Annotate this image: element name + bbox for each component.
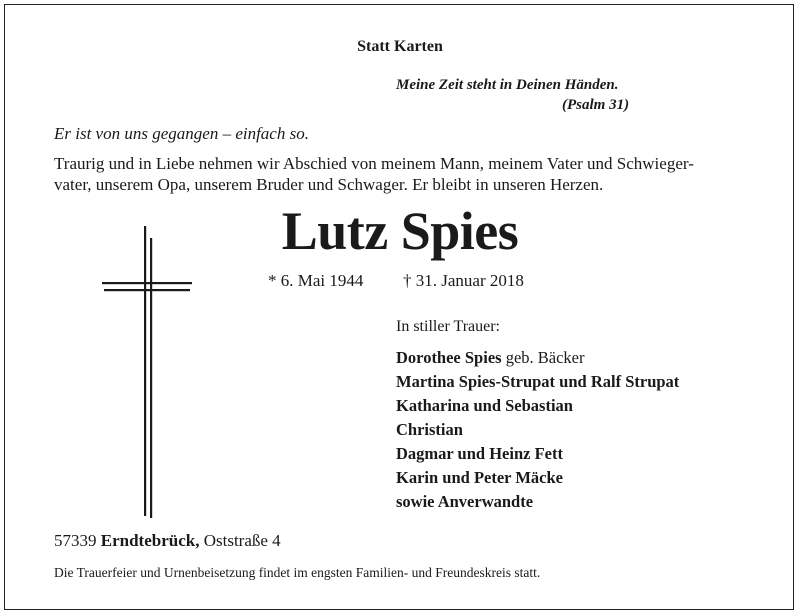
mourner-line: Karin und Peter Mäcke (396, 468, 563, 487)
mourner-line: Christian (396, 420, 463, 439)
motto-source: (Psalm 31) (562, 97, 630, 113)
farewell-line-1: Traurig und in Liebe nehmen wir Abschied von meinem Mann, meinem Vater und Schwieger- (54, 154, 694, 173)
mourner-line: sowie Anverwandte (396, 492, 534, 511)
birth-date: * 6. Mai 1944 (268, 271, 364, 290)
death-date: † 31. Januar 2018 (403, 271, 524, 290)
address-street: Oststraße 4 (199, 531, 281, 550)
mourner-line: Martina Spies-Strupat und Ralf Strupat (396, 372, 680, 391)
farewell-paragraph (54, 153, 754, 195)
address-zip: 57339 (54, 531, 101, 550)
cross-icon (98, 226, 198, 518)
mourners-list (396, 346, 679, 514)
address-city: Erndtebrück, (100, 531, 200, 550)
mourner-line (396, 346, 679, 370)
farewell-line-2: vater, unserem Opa, unserem Bruder und Schwager. Er bleibt in unseren Herzen. (54, 175, 604, 194)
mourner-maiden-name: geb. Bäcker (501, 348, 585, 367)
header-title: Statt Karten (357, 38, 443, 55)
motto-quote: Meine Zeit steht in Deinen Händen. (396, 77, 619, 93)
mourner-line: Dagmar und Heinz Fett (396, 444, 563, 463)
address (54, 531, 281, 551)
mourners-heading: In stiller Trauer: (396, 318, 500, 335)
mourner-name: Dorothee Spies (396, 348, 502, 367)
funeral-note: Die Trauerfeier und Urnenbeisetzung findet im engsten Familien- und Freundeskreis statt. (54, 565, 541, 580)
mourner-line: Katharina und Sebastian (396, 396, 573, 415)
intro-line: Er ist von uns gegangen – einfach so. (54, 124, 309, 143)
deceased-name: Lutz Spies (281, 201, 519, 261)
